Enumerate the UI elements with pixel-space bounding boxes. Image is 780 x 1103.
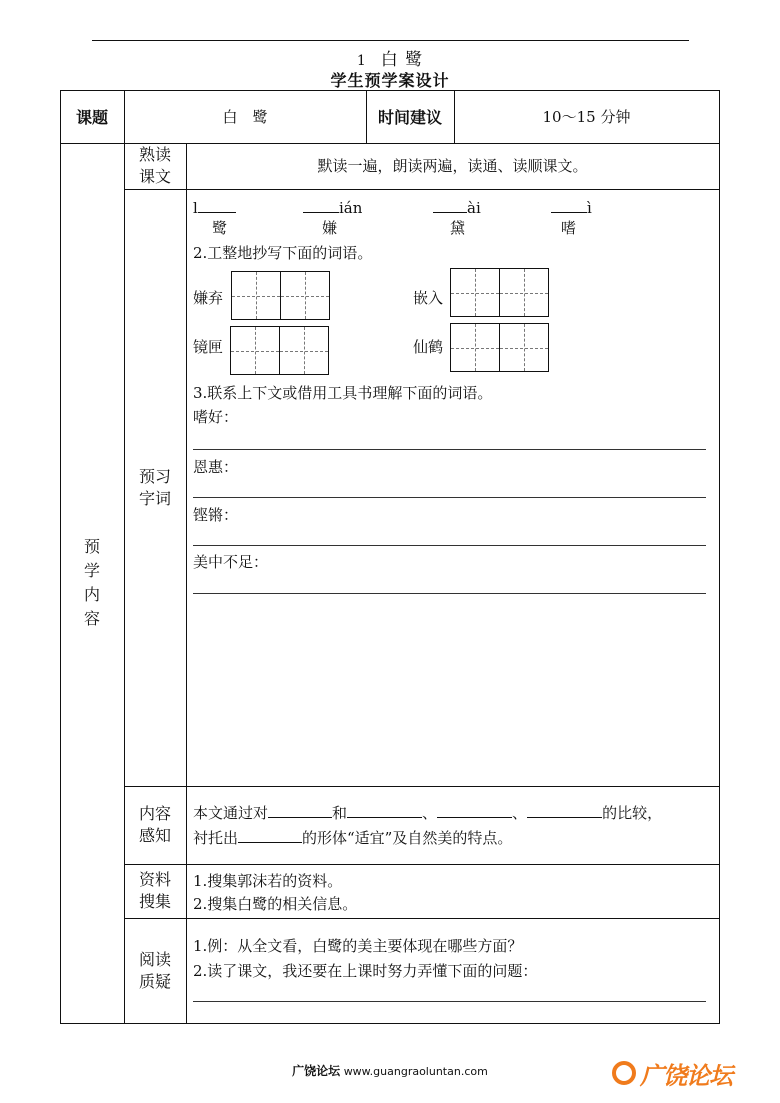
- section-label-text: 预学内容: [83, 537, 100, 628]
- perception-label: [124, 786, 186, 864]
- vocab-label-line1: 预习: [138, 466, 171, 486]
- read-aloud-label-line1: 熟读: [138, 145, 171, 164]
- footer-site-url[interactable]: www.guangraoluntan.com: [343, 1065, 488, 1078]
- read-aloud-label: [124, 143, 186, 189]
- perception-line-2: 衬托出 的形体“适宜”及自然美的特点。: [193, 826, 512, 850]
- understand-instruction: 3.联系上下文或借用工具书理解下面的词语。: [193, 384, 493, 402]
- materials-label-line1: 资料: [138, 870, 171, 889]
- footer-site-name: 广饶论坛: [292, 1064, 341, 1078]
- answer-line-4[interactable]: [193, 593, 706, 594]
- copy-word-3: 镜匣: [193, 338, 224, 356]
- questions-item-2: 2.读了课文，我还要在上课时努力弄懂下面的问题：: [193, 962, 538, 980]
- copy-word-1: 嫌弃: [193, 289, 224, 307]
- site-logo: [612, 1056, 732, 1092]
- answer-line-2[interactable]: [193, 497, 706, 498]
- vocab-label: [124, 189, 186, 786]
- pinyin-char-3: 黛: [450, 219, 466, 237]
- time-value: 10～15 分钟: [542, 108, 631, 126]
- pinyin-char-1: 鹭: [212, 219, 228, 237]
- materials-label-line2: 搜集: [138, 892, 171, 911]
- pinyin-item-4: ì: [551, 196, 592, 220]
- lesson-title: 白 鹭: [380, 50, 424, 70]
- read-aloud-content: 默读一遍，朗读两遍，读通、读顺课文。: [317, 157, 588, 175]
- logo-text: 广饶论坛: [640, 1062, 732, 1090]
- pinyin-item-2: ián: [303, 196, 362, 220]
- writing-grid-2[interactable]: [450, 268, 549, 317]
- copy-instruction: 2.工整地抄写下面的词语。: [193, 244, 373, 262]
- term-3: 铿锵：: [193, 506, 239, 524]
- perception-label-line1: 内容: [138, 804, 171, 823]
- materials-item-2: 2.搜集白鹭的相关信息。: [193, 895, 358, 913]
- row-divider-4: [124, 918, 720, 919]
- materials-label: [124, 864, 186, 918]
- questions-answer-line[interactable]: [193, 1001, 706, 1002]
- term-2: 恩惠：: [193, 458, 239, 476]
- table-border-bottom: [60, 1023, 720, 1024]
- topic-label: 课题: [75, 108, 108, 127]
- table-border-right: [719, 90, 720, 1023]
- time-label: 时间建议: [377, 108, 442, 127]
- perception-line-1: 本文通过对 和 、 、 的比较，: [193, 801, 662, 825]
- writing-grid-4[interactable]: [450, 323, 549, 372]
- pinyin-char-4: 嗜: [561, 219, 577, 237]
- questions-label: [124, 918, 186, 1023]
- questions-label-line2: 质疑: [138, 971, 171, 991]
- row-divider-1: [124, 189, 720, 190]
- page-title: [0, 45, 780, 70]
- topic-value: 白 鹭: [222, 108, 268, 126]
- writing-grid-1[interactable]: [231, 271, 330, 320]
- col-divider-labels: [186, 143, 187, 1023]
- pinyin-item-1: l: [193, 196, 236, 220]
- materials-item-1: 1.搜集郭沫若的资料。: [193, 872, 343, 890]
- term-1: 嗜好：: [193, 408, 239, 426]
- vocab-label-line2: 字词: [138, 488, 171, 508]
- term-4: 美中不足：: [193, 553, 269, 571]
- row-divider-3: [124, 864, 720, 865]
- questions-item-1: 1.例：从全文看，白鹭的美主要体现在哪些方面？: [193, 937, 523, 955]
- writing-grid-3[interactable]: [230, 326, 329, 375]
- lesson-number: 1: [356, 53, 367, 69]
- answer-line-3[interactable]: [193, 545, 706, 546]
- questions-label-line1: 阅读: [138, 949, 171, 969]
- top-rule: [92, 40, 689, 41]
- row-divider-2: [124, 786, 720, 787]
- pinyin-item-3: ài: [433, 196, 481, 220]
- answer-line-1[interactable]: [193, 449, 706, 450]
- perception-label-line2: 感知: [138, 826, 171, 845]
- read-aloud-label-line2: 课文: [138, 167, 171, 186]
- logo-g-icon: [612, 1061, 636, 1085]
- section-label: [60, 143, 124, 1023]
- pinyin-char-2: 嫌: [322, 219, 338, 237]
- page-subtitle: 学生预学案设计: [330, 71, 450, 90]
- copy-word-2: 嵌入: [413, 289, 444, 307]
- copy-word-4: 仙鹤: [413, 338, 444, 356]
